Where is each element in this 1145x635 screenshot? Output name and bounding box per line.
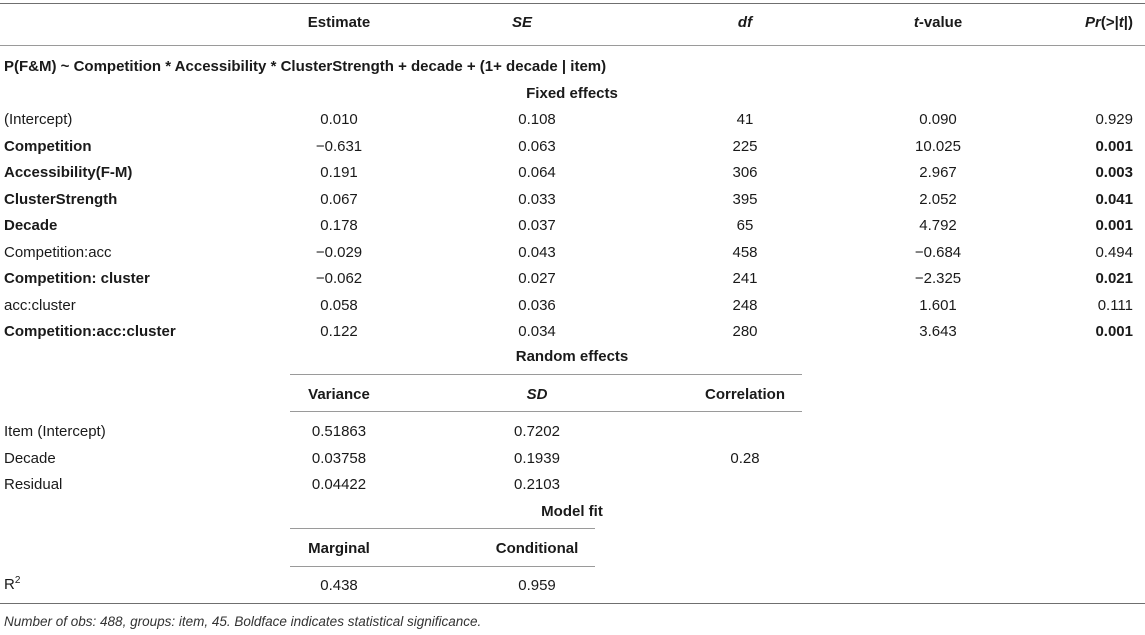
row-term: Decade [4,217,58,234]
cell-estimate: 0.058 [320,297,358,314]
pr-t: t [1118,14,1124,31]
col-header-t-value [914,14,962,31]
row-term: Competition:acc [4,244,112,261]
cell-se: 0.043 [518,244,556,261]
fit-row-label [4,576,20,593]
r-squared-sup: 2 [14,575,21,586]
fit-marginal-value: 0.438 [320,577,358,594]
col-header-estimate: Estimate [307,14,371,31]
cell-corr: 0.28 [730,450,760,467]
cell-df: 225 [732,138,758,155]
col-header-se: SE [511,14,533,31]
t-suffix: -value [918,14,963,31]
cell-df: 280 [732,323,758,340]
cell-df: 395 [732,191,758,208]
cell-p: 0.929 [1095,111,1133,128]
cell-sd: 0.7202 [514,423,560,440]
cell-df: 241 [732,270,758,287]
random-col-correlation: Correlation [704,386,786,403]
cell-df: 41 [736,111,754,128]
cell-se: 0.063 [518,138,556,155]
cell-variance: 0.04422 [311,476,367,493]
cell-estimate: −0.062 [315,270,363,287]
cell-t: −2.325 [914,270,962,287]
cell-estimate: −0.631 [315,138,363,155]
cell-p: 0.021 [1095,270,1133,287]
cell-estimate: 0.010 [320,111,358,128]
col-header-df: df [737,14,753,31]
row-term: (Intercept) [4,111,73,128]
cell-p: 0.001 [1095,217,1133,234]
bottom-rule [0,603,1145,604]
cell-t: 1.601 [919,297,957,314]
row-term: Competition:acc:cluster [4,323,176,340]
cell-p: 0.003 [1095,164,1133,181]
fit-col-conditional: Conditional [495,540,579,557]
random-col-sd: SD [526,386,548,403]
cell-sd: 0.2103 [514,476,560,493]
cell-sd: 0.1939 [514,450,560,467]
cell-p: 0.001 [1095,138,1133,155]
cell-se: 0.037 [518,217,556,234]
cell-estimate: 0.178 [320,217,358,234]
row-term: Residual [4,476,63,493]
row-term: Competition [4,138,92,155]
cell-df: 248 [732,297,758,314]
cell-p: 0.494 [1095,244,1133,261]
cell-df: 458 [732,244,758,261]
cell-t: 2.052 [919,191,957,208]
pr-close: |) [1123,14,1133,31]
cell-t: 10.025 [915,138,961,155]
cell-se: 0.108 [518,111,556,128]
row-term: Item (Intercept) [4,423,106,440]
cell-t: 4.792 [919,217,957,234]
cell-p: 0.041 [1095,191,1133,208]
table-footnote: Number of obs: 488, groups: item, 45. Boldface indicates statistical significance. [4,614,482,629]
cell-se: 0.027 [518,270,556,287]
cell-df: 65 [736,217,754,234]
row-term: Competition: cluster [4,270,150,287]
fit-col-marginal: Marginal [308,540,370,557]
cell-se: 0.034 [518,323,556,340]
t-letter: t [913,14,919,31]
model-formula: P(F&M) ~ Competition * Accessibility * ClusterStrength + decade + (1+ decade | item) [4,58,607,75]
cell-variance: 0.03758 [311,450,367,467]
cell-estimate: 0.191 [320,164,358,181]
fit-header-rule [290,566,595,567]
row-term: ClusterStrength [4,191,118,208]
fit-top-rule [290,528,595,529]
row-term: acc:cluster [4,297,76,314]
random-header-rule [290,411,802,412]
cell-estimate: 0.122 [320,323,358,340]
cell-se: 0.033 [518,191,556,208]
model-fit-title: Model fit [541,503,603,520]
random-top-rule [290,374,802,375]
random-col-variance: Variance [308,386,370,403]
random-effects-title: Random effects [515,348,629,365]
cell-se: 0.036 [518,297,556,314]
row-term: Decade [4,450,56,467]
row-term: Accessibility(F-M) [4,164,133,181]
cell-p: 0.001 [1095,323,1133,340]
cell-t: −0.684 [914,244,962,261]
cell-estimate: 0.067 [320,191,358,208]
cell-variance: 0.51863 [311,423,367,440]
pr-letters: Pr [1085,14,1101,31]
cell-t: 0.090 [919,111,957,128]
top-rule [0,3,1145,4]
cell-estimate: −0.029 [315,244,363,261]
r-squared-base: R [4,576,15,593]
cell-t: 3.643 [919,323,957,340]
col-header-pr [1085,14,1133,31]
cell-df: 306 [732,164,758,181]
fixed-effects-title: Fixed effects [526,85,618,102]
cell-p: 0.111 [1097,297,1133,314]
cell-t: 2.967 [919,164,957,181]
header-rule [0,45,1145,46]
fit-conditional-value: 0.959 [518,577,556,594]
cell-se: 0.064 [518,164,556,181]
pr-open: (>| [1100,14,1119,31]
